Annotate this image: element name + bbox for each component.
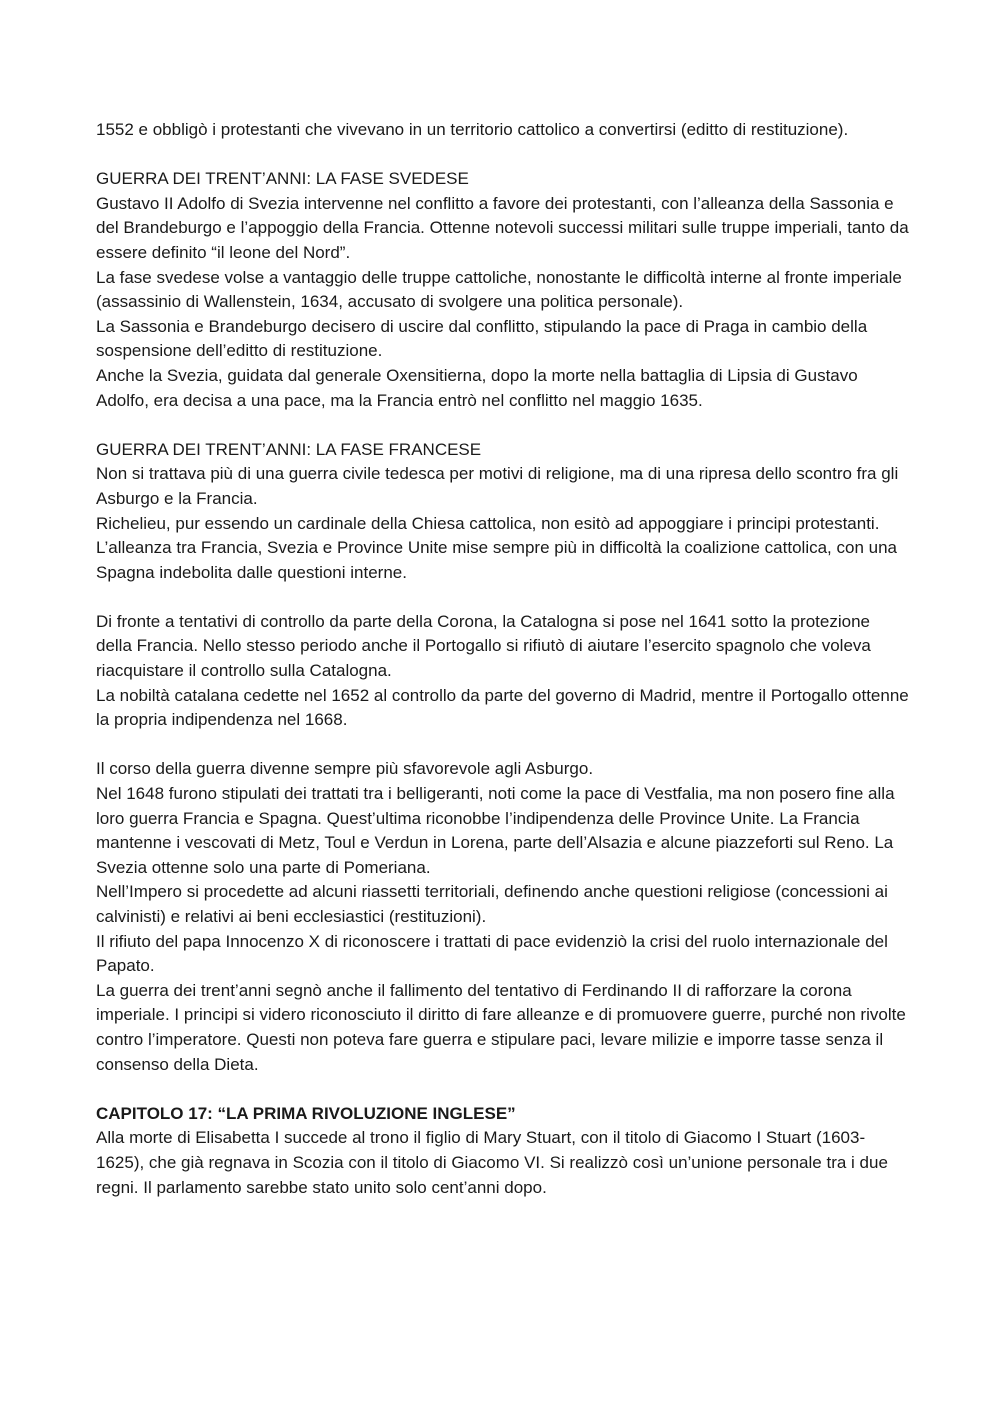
paragraph: La nobiltà catalana cedette nel 1652 al controllo da parte del governo di Madrid, mentre il Portogallo ottenne la propria indipendenza nel 1668.: [96, 685, 909, 730]
paragraph: Alla morte di Elisabetta I succede al trono il figlio di Mary Stuart, con il titolo di Giacomo I Stuart (1603-1625), che già regnava in Scozia con il titolo di Giacomo VI. Si realizzò così un’unione personale tra i due regni. Il parlamento sarebbe stato unito solo cent’anni dopo.: [96, 1128, 888, 1197]
paragraph: Il rifiuto del papa Innocenzo X di riconoscere i trattati di pace evidenziò la crisi del ruolo internazionale del Papato.: [96, 931, 888, 976]
paragraph: Richelieu, pur essendo un cardinale della Chiesa cattolica, non esitò ad appoggiare i principi protestanti.: [96, 513, 880, 533]
paragraph: La fase svedese volse a vantaggio delle truppe cattoliche, nonostante le difficoltà interne al fronte imperiale (assassinio di Wallenstein, 1634, accusato di svolgere una politica personale).: [96, 267, 902, 312]
section-french-phase: [96, 438, 910, 586]
paragraph: Non si trattava più di una guerra civile tedesca per motivi di religione, ma di una ripresa dello scontro fra gli Asburgo e la Francia.: [96, 464, 899, 508]
section-catalonia: [96, 610, 910, 733]
paragraph: 1552 e obbligò i protestanti che vivevano in un territorio cattolico a convertirsi (editto di restituzione).: [96, 120, 849, 139]
section-heading: GUERRA DEI TRENT’ANNI: LA FASE SVEDESE: [96, 169, 469, 189]
paragraph: Nell’Impero si procedette ad alcuni riassetti territoriali, definendo anche questioni religiose (concessioni ai calvinisti) e relativi ai beni ecclesiastici (restituzioni).: [96, 882, 888, 926]
paragraph: La Sassonia e Brandeburgo decisero di uscire dal conflitto, stipulando la pace di Praga in cambio della sospensione dell’editto di restituzione.: [96, 316, 868, 361]
paragraph: Anche la Svezia, guidata dal generale Oxensitierna, dopo la morte nella battaglia di Lipsia di Gustavo Adolfo, era decisa a una pace, ma la Francia entrò nel conflitto nel maggio 1635.: [96, 365, 858, 410]
paragraph: L’alleanza tra Francia, Svezia e Province Unite mise sempre più in difficoltà la coalizione cattolica, con una Spagna indebolita dalle questioni interne.: [96, 538, 897, 582]
paragraph: La guerra dei trent’anni segnò anche il fallimento del tentativo di Ferdinando II di rafforzare la corona imperiale. I principi si videro riconosciuto il diritto di fare alleanze e di promuovere guerre, purché non rivolte contro l’imperatore. Questi non poteva fare guerra e stipulare paci, levare milizie e imporre tasse senza il consenso della Dieta.: [96, 980, 906, 1074]
section-westphalia: [96, 757, 910, 1077]
chapter-title: CAPITOLO 17: “LA PRIMA RIVOLUZIONE INGLESE”: [96, 1103, 516, 1123]
paragraph: Di fronte a tentativi di controllo da parte della Corona, la Catalogna si pose nel 1641 sotto la protezione della Francia. Nello stesso periodo anche il Portogallo si rifiutò di aiutare l’esercito spagnolo che voleva riacquistare il controllo sulla Catalogna.: [96, 611, 871, 681]
section-swedish-phase: [96, 167, 910, 413]
paragraph: Nel 1648 furono stipulati dei trattati tra i belligeranti, noti come la pace di Vestfalia, ma non posero fine alla loro guerra Francia e Spagna. Quest’ultima riconobbe l’indipendenza delle Province Unite. La Francia mantenne i vescovati di Metz, Toul e Verdun in Lorena, parte dell’Alsazia e alcune piazzeforti sul Reno. La Svezia ottenne solo una parte di Pomeriana.: [96, 784, 895, 877]
section-chapter-17: [96, 1126, 910, 1200]
paragraph: Gustavo II Adolfo di Svezia intervenne nel conflitto a favore dei protestanti, con l’alleanza della Sassonia e del Brandeburgo e l’appoggio della Francia. Ottenne notevoli successi militari sulle truppe imperiali, tanto da essere definito “il leone del Nord”.: [96, 193, 909, 262]
intro-section: [96, 118, 910, 143]
paragraph: Il corso della guerra divenne sempre più sfavorevole agli Asburgo.: [96, 759, 594, 779]
section-heading: GUERRA DEI TRENT’ANNI: LA FASE FRANCESE: [96, 439, 482, 459]
